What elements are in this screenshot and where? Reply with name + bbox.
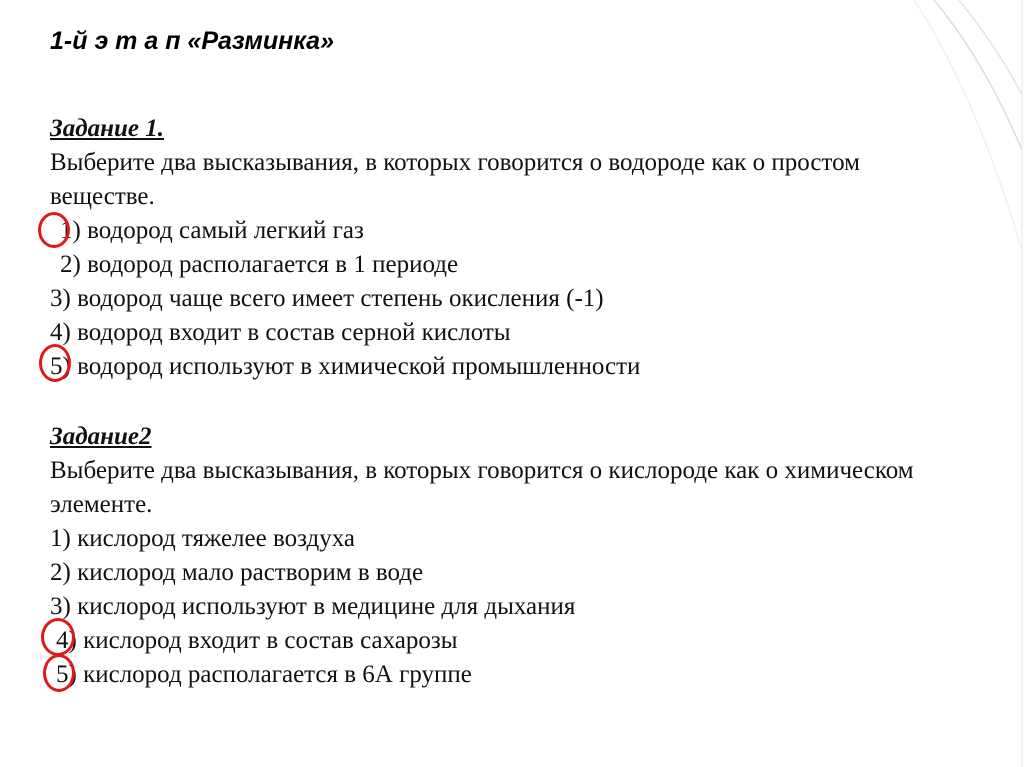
- task-2-heading: Задание2: [50, 423, 152, 450]
- task-2-option-2: 2) кислород мало растворим в воде: [50, 559, 424, 586]
- task-2-option-3: 3) кислород используют в медицине для дыхания: [50, 593, 576, 620]
- task-2-option-4: 4) кислород входит в состав сахарозы: [56, 627, 458, 654]
- task-2-option-1: 1) кислород тяжелее воздуха: [50, 525, 356, 552]
- task-1-option-2: 2) водород располагается в 1 периоде: [60, 251, 459, 278]
- task-2-option-5: 5) кислород располагается в 6А группе: [56, 661, 472, 688]
- task-1-heading: Задание 1.: [50, 115, 165, 142]
- stage-title: 1-й э т а п «Разминка»: [50, 27, 334, 55]
- task-2: [50, 420, 950, 692]
- task-2-prompt: Выберите два высказывания, в которых говорится о кислороде как о химическом элементе.: [50, 457, 914, 518]
- task-1-option-5: 5) водород используют в химической промышленности: [50, 353, 641, 380]
- task-1: [50, 112, 950, 384]
- task-1-prompt: Выберите два высказывания, в которых говорится о водороде как о простом веществе.: [50, 149, 860, 210]
- task-1-option-3: 3) водород чаще всего имеет степень окисления (-1): [50, 285, 604, 312]
- task-1-option-4: 4) водород входит в состав серной кислоты: [50, 319, 511, 346]
- task-1-option-1: 1) водород самый легкий газ: [60, 217, 364, 244]
